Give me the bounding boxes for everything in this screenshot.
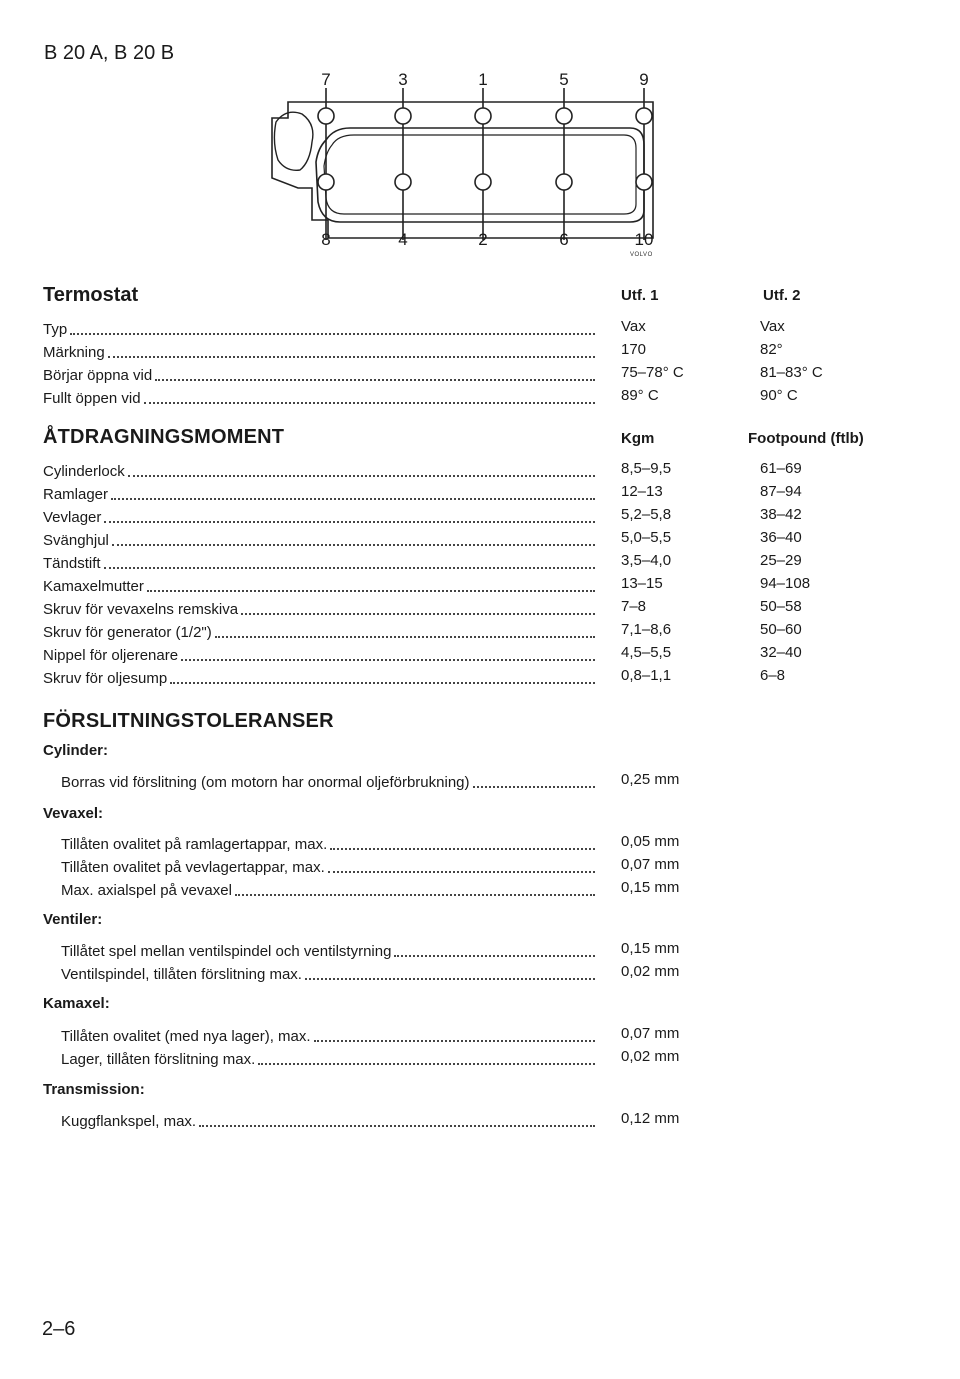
dot-leader bbox=[328, 857, 595, 873]
bolt-number-3: 3 bbox=[398, 70, 408, 89]
row-value-utf1: 170 bbox=[621, 341, 647, 358]
dot-leader bbox=[70, 319, 595, 335]
row-value: 0,07 mm bbox=[621, 1025, 680, 1042]
wear-group-ventiler: Ventiler: bbox=[43, 911, 103, 928]
page-number: 2–6 bbox=[42, 1318, 76, 1340]
dot-leader bbox=[394, 941, 595, 957]
dot-leader bbox=[473, 772, 595, 788]
row-value: 0,05 mm bbox=[621, 833, 680, 850]
row-label: Skruv för generator (1/2") bbox=[43, 624, 212, 641]
dot-leader bbox=[155, 365, 595, 381]
bolt-number-9: 9 bbox=[639, 70, 649, 89]
dot-leader bbox=[170, 668, 595, 684]
torque-row bbox=[43, 619, 595, 641]
dot-leader bbox=[128, 461, 595, 477]
row-value-ftlb: 50–58 bbox=[760, 598, 802, 615]
model-title: B 20 A, B 20 B bbox=[44, 42, 175, 64]
row-value-ftlb: 32–40 bbox=[760, 644, 802, 661]
row-value: 0,07 mm bbox=[621, 856, 680, 873]
dot-leader bbox=[181, 645, 595, 661]
row-value: 0,02 mm bbox=[621, 1048, 680, 1065]
row-label: Lager, tillåten förslitning max. bbox=[61, 1051, 256, 1068]
torque-row bbox=[43, 665, 595, 687]
dot-leader bbox=[199, 1111, 595, 1127]
row-value-kgm: 7–8 bbox=[621, 598, 647, 615]
row-value-utf2: 82° bbox=[760, 341, 783, 358]
row-value-ftlb: 36–40 bbox=[760, 529, 802, 546]
row-value: 0,02 mm bbox=[621, 963, 680, 980]
row-label: Cylinderlock bbox=[43, 463, 125, 480]
row-value-utf2: Vax bbox=[760, 318, 785, 335]
bolt-number-2: 2 bbox=[478, 230, 488, 249]
row-value: 0,15 mm bbox=[621, 879, 680, 896]
row-label: Märkning bbox=[43, 344, 105, 361]
wear-row bbox=[61, 877, 595, 899]
torque-row bbox=[43, 642, 595, 664]
volvo-logo: VOLVO bbox=[630, 252, 653, 258]
row-label: Ventilspindel, tillåten förslitning max. bbox=[61, 966, 302, 983]
row-value-kgm: 4,5–5,5 bbox=[621, 644, 672, 661]
torque-row bbox=[43, 596, 595, 618]
dot-leader bbox=[305, 964, 595, 980]
bolt-number-10: 10 bbox=[634, 230, 654, 249]
termostat-row bbox=[43, 362, 595, 384]
row-value-kgm: 8,5–9,5 bbox=[621, 460, 672, 477]
dot-leader bbox=[235, 880, 595, 896]
dot-leader bbox=[258, 1049, 595, 1065]
wear-row bbox=[61, 938, 595, 960]
dot-leader bbox=[330, 834, 595, 850]
termostat-title: Termostat bbox=[43, 284, 139, 306]
row-label: Nippel för oljerenare bbox=[43, 647, 179, 664]
termostat-row bbox=[43, 385, 595, 407]
row-label: Tillåten ovalitet på ramlagertappar, max. bbox=[61, 836, 328, 853]
wear-row bbox=[61, 961, 595, 983]
row-value-ftlb: 87–94 bbox=[760, 483, 802, 500]
wear-group-cylinder: Cylinder: bbox=[43, 742, 109, 759]
termostat-col1-header: Utf. 1 bbox=[621, 287, 659, 304]
row-value-ftlb: 50–60 bbox=[760, 621, 802, 638]
wear-row bbox=[61, 1023, 595, 1045]
torque-row bbox=[43, 504, 595, 526]
row-label: Tändstift bbox=[43, 555, 101, 572]
row-value-kgm: 12–13 bbox=[621, 483, 663, 500]
row-label: Borras vid förslitning (om motorn har onormal oljeförbrukning) bbox=[61, 774, 470, 791]
torque-row bbox=[43, 573, 595, 595]
dot-leader bbox=[108, 342, 595, 358]
dot-leader bbox=[104, 553, 595, 569]
bolt-number-6: 6 bbox=[559, 230, 569, 249]
dot-leader bbox=[144, 388, 595, 404]
bolt-number-1: 1 bbox=[478, 70, 488, 89]
row-value-ftlb: 94–108 bbox=[760, 575, 811, 592]
row-value-kgm: 13–15 bbox=[621, 575, 663, 592]
dot-leader bbox=[104, 507, 595, 523]
wear-row bbox=[61, 1046, 595, 1068]
row-value-ftlb: 6–8 bbox=[760, 667, 786, 684]
bolt-number-7: 7 bbox=[321, 70, 331, 89]
dot-leader bbox=[241, 599, 595, 615]
row-value-ftlb: 38–42 bbox=[760, 506, 802, 523]
row-value-kgm: 5,2–5,8 bbox=[621, 506, 672, 523]
torque-title: ÅTDRAGNINGSMOMENT bbox=[43, 426, 285, 448]
wear-group-vevaxel: Vevaxel: bbox=[43, 805, 104, 822]
row-label: Kamaxelmutter bbox=[43, 578, 144, 595]
bolt-number-5: 5 bbox=[559, 70, 569, 89]
row-value: 0,12 mm bbox=[621, 1110, 680, 1127]
row-label: Skruv för oljesump bbox=[43, 670, 168, 687]
row-value-utf1: 89° C bbox=[621, 387, 659, 404]
torque-row bbox=[43, 458, 595, 480]
row-value-kgm: 3,5–4,0 bbox=[621, 552, 672, 569]
termostat-row bbox=[43, 339, 595, 361]
row-label: Fullt öppen vid bbox=[43, 390, 141, 407]
bolt-number-4: 4 bbox=[398, 230, 408, 249]
termostat-row bbox=[43, 316, 595, 338]
row-value: 0,15 mm bbox=[621, 940, 680, 957]
termostat-col2-header: Utf. 2 bbox=[763, 287, 801, 304]
row-label: Tillåten ovalitet (med nya lager), max. bbox=[61, 1028, 311, 1045]
row-label: Tillåten ovalitet på vevlagertappar, max. bbox=[61, 859, 325, 876]
row-label: Ramlager bbox=[43, 486, 109, 503]
wear-group-transmission: Transmission: bbox=[43, 1081, 145, 1098]
row-label: Kuggflankspel, max. bbox=[61, 1113, 197, 1130]
wear-group-kamaxel: Kamaxel: bbox=[43, 995, 110, 1012]
wear-title: FÖRSLITNINGSTOLERANSER bbox=[43, 710, 334, 732]
row-label: Skruv för vevaxelns remskiva bbox=[43, 601, 239, 618]
wear-row bbox=[61, 769, 595, 791]
bolt-number-8: 8 bbox=[321, 230, 331, 249]
row-value-utf1: 75–78° C bbox=[621, 364, 684, 381]
dot-leader bbox=[147, 576, 595, 592]
row-value: 0,25 mm bbox=[621, 771, 680, 788]
dot-leader bbox=[314, 1026, 595, 1042]
dot-leader bbox=[111, 484, 595, 500]
row-value-ftlb: 61–69 bbox=[760, 460, 802, 477]
row-value-ftlb: 25–29 bbox=[760, 552, 802, 569]
row-value-kgm: 7,1–8,6 bbox=[621, 621, 672, 638]
row-value-utf1: Vax bbox=[621, 318, 646, 335]
torque-row bbox=[43, 481, 595, 503]
wear-row bbox=[61, 854, 595, 876]
row-label: Börjar öppna vid bbox=[43, 367, 153, 384]
row-label: Tillåtet spel mellan ventilspindel och ventilstyrning bbox=[61, 943, 392, 960]
wear-row bbox=[61, 1108, 595, 1130]
row-value-utf2: 90° C bbox=[760, 387, 798, 404]
row-value-utf2: 81–83° C bbox=[760, 364, 823, 381]
dot-leader bbox=[215, 622, 595, 638]
row-label: Max. axialspel på vevaxel bbox=[61, 882, 232, 899]
torque-col2-header: Footpound (ftlb) bbox=[748, 430, 864, 447]
row-label: Typ bbox=[43, 321, 68, 338]
row-label: Svänghjul bbox=[43, 532, 109, 549]
torque-col1-header: Kgm bbox=[621, 430, 655, 447]
torque-row bbox=[43, 550, 595, 572]
dot-leader bbox=[112, 530, 595, 546]
row-label: Vevlager bbox=[43, 509, 102, 526]
wear-row bbox=[61, 831, 595, 853]
row-value-kgm: 5,0–5,5 bbox=[621, 529, 672, 546]
torque-row bbox=[43, 527, 595, 549]
row-value-kgm: 0,8–1,1 bbox=[621, 667, 672, 684]
cylinder-head-diagram bbox=[268, 70, 668, 270]
